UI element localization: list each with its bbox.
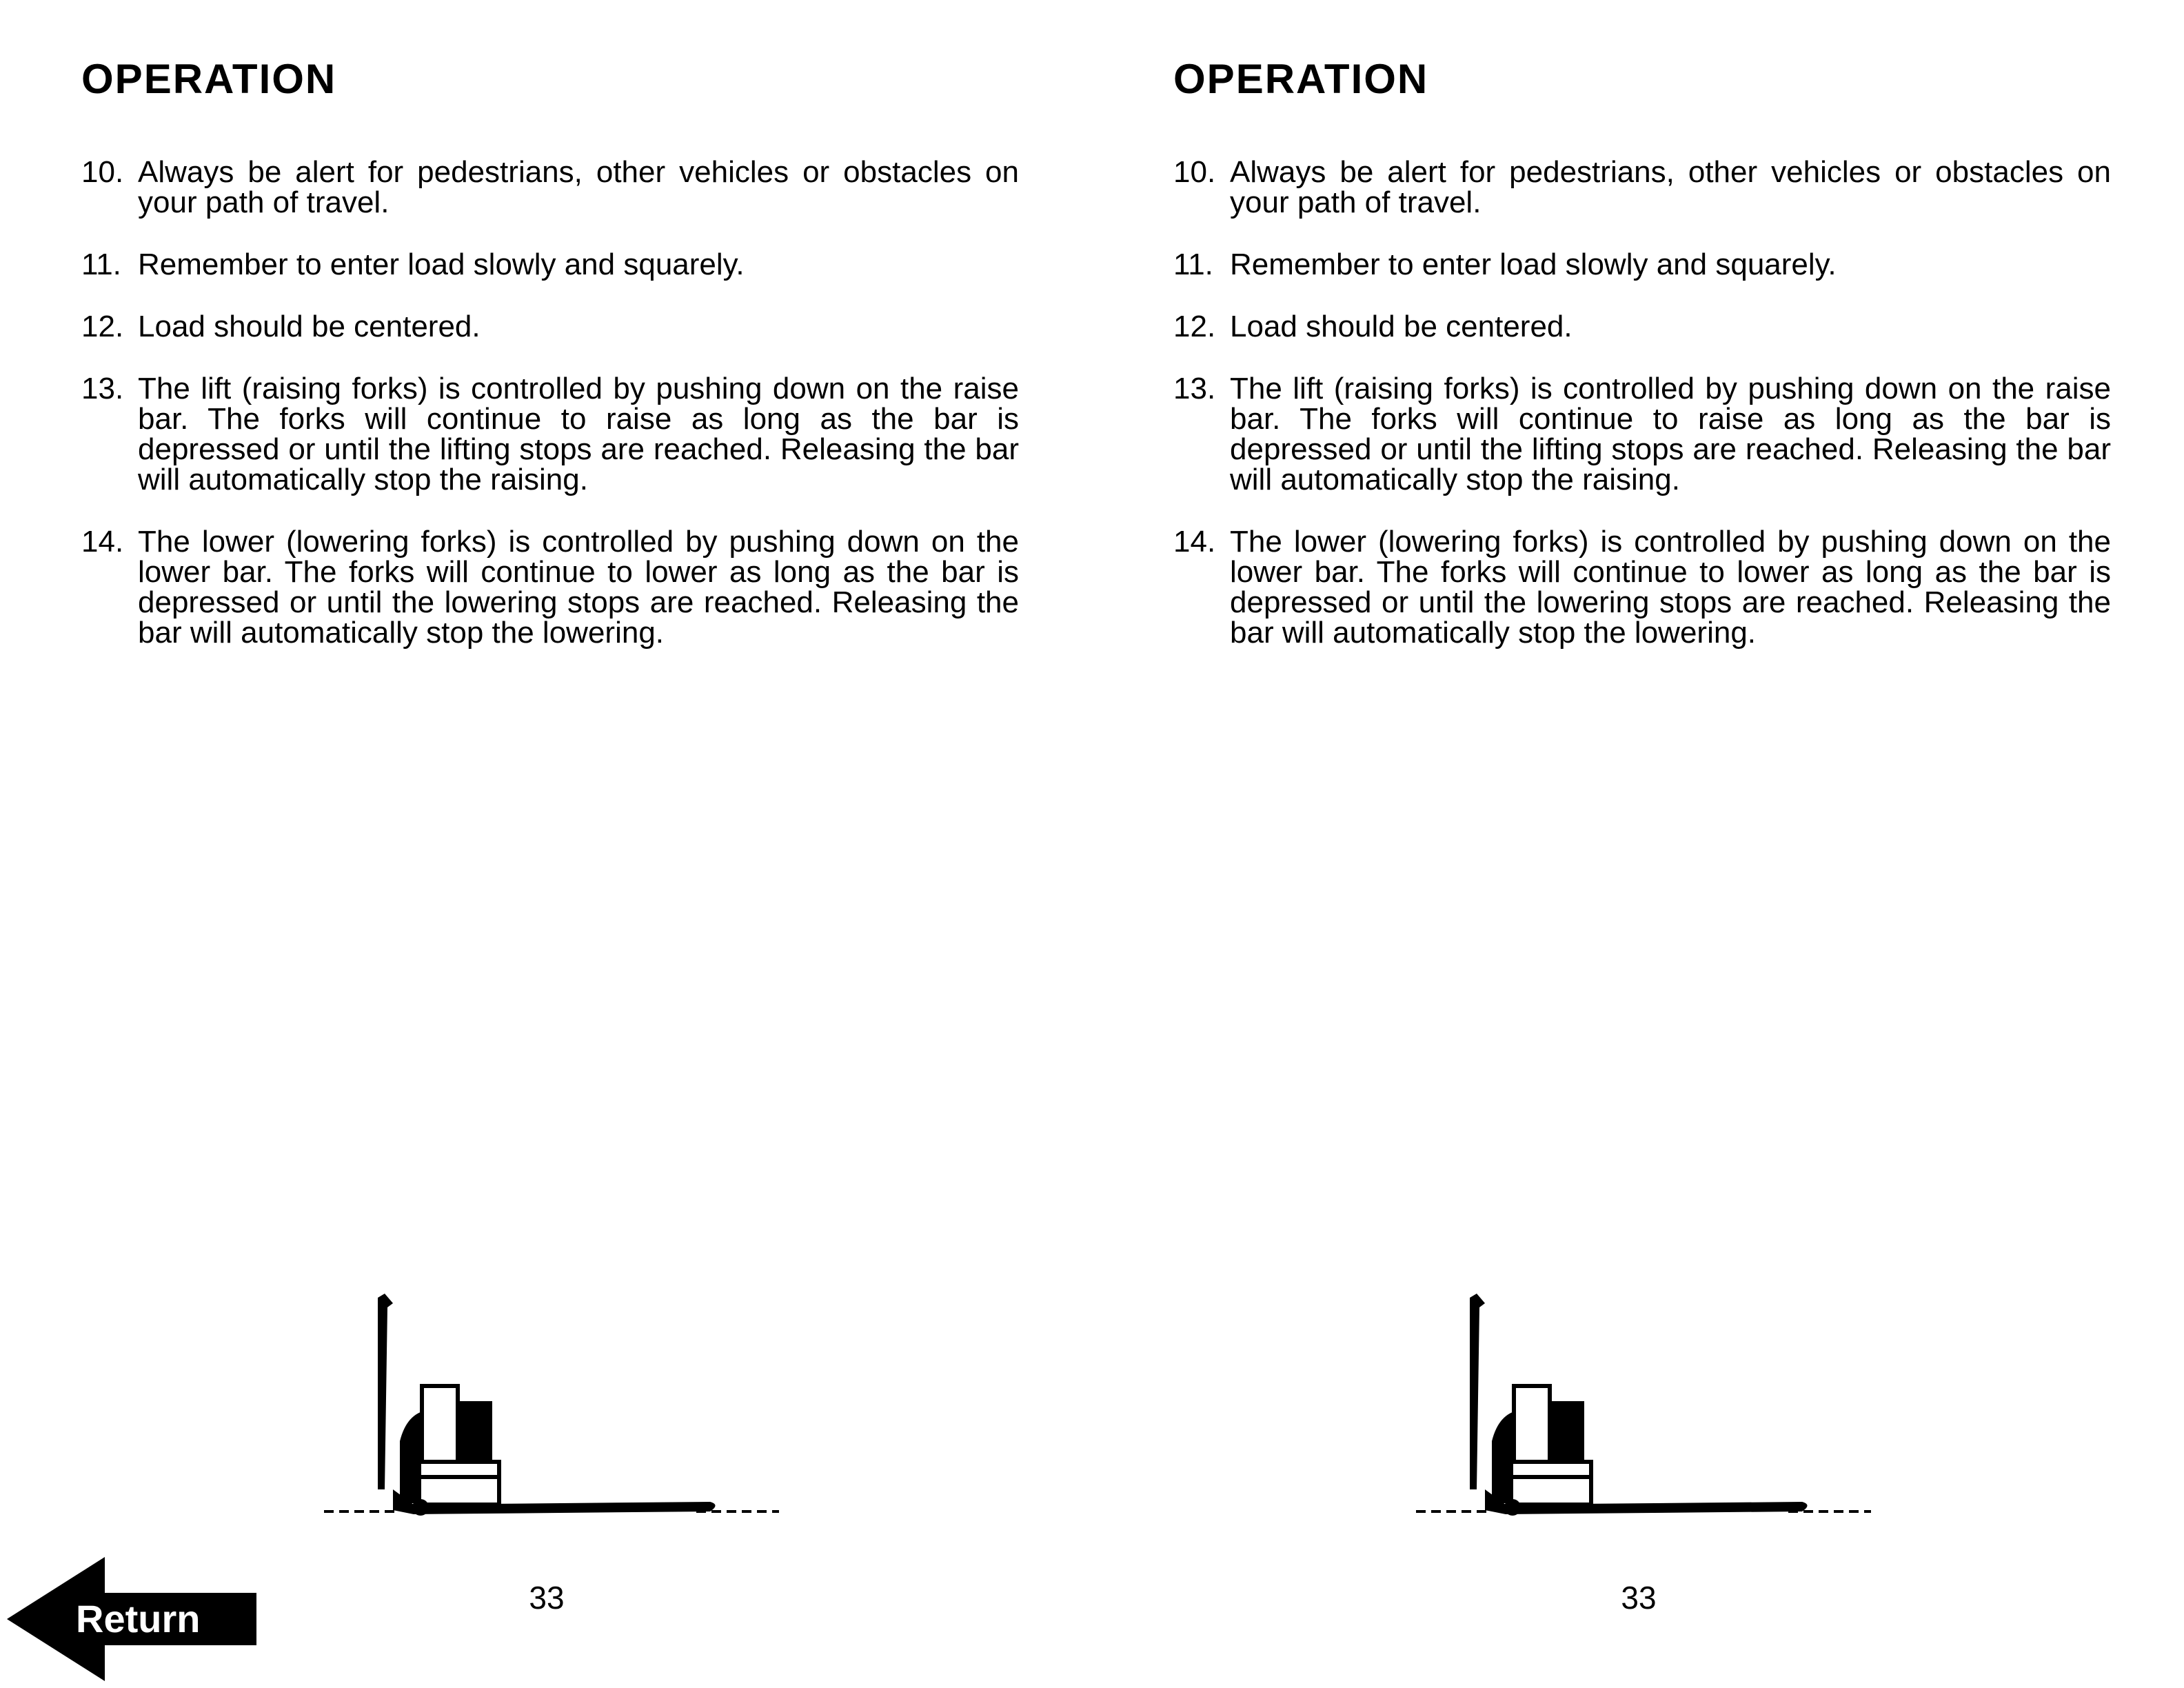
step-text: Remember to enter load slowly and squarely. <box>138 248 745 281</box>
step-number: 12. <box>81 310 124 343</box>
list-item <box>81 312 1019 342</box>
step-number: 10. <box>81 155 124 189</box>
page-heading: OPERATION <box>1173 56 1429 102</box>
page-number: 33 <box>529 1580 565 1616</box>
list-item <box>1173 157 2111 218</box>
step-text: The lower (lowering forks) is controlled by pushing down on the lower bar. The forks will continue to lower as long as the bar is depressed or until the lowering stops are reached. Releasing the bar will automatically stop the lowering. <box>138 525 1019 650</box>
page-heading: OPERATION <box>81 56 337 102</box>
step-text: Load should be centered. <box>1230 310 1573 343</box>
step-number: 11. <box>1173 248 1213 281</box>
right-page <box>1092 0 2184 1688</box>
return-label: Return <box>76 1597 201 1640</box>
step-number: 13. <box>1173 372 1216 405</box>
operation-steps-list <box>1173 157 2111 680</box>
step-number: 12. <box>1173 310 1216 343</box>
step-number: 14. <box>1173 525 1216 559</box>
step-number: 11. <box>81 248 121 281</box>
list-item <box>1173 250 2111 280</box>
step-text: Load should be centered. <box>138 310 481 343</box>
page-number: 33 <box>1621 1580 1657 1616</box>
list-item <box>81 527 1019 648</box>
step-text: Always be alert for pedestrians, other vehicles or obstacles on your path of travel. <box>1230 155 2111 219</box>
step-text: Remember to enter load slowly and squarely. <box>1230 248 1837 281</box>
list-item <box>1173 374 2111 495</box>
list-item <box>1173 527 2111 648</box>
return-button[interactable] <box>7 1557 256 1681</box>
step-number: 13. <box>81 372 124 405</box>
step-text: The lift (raising forks) is controlled by pushing down on the raise bar. The forks will continue to raise as long as the bar is depressed or until the lifting stops are reached. Releasing the bar will automatically stop the raising. <box>138 372 1019 496</box>
step-text: The lift (raising forks) is controlled by pushing down on the raise bar. The forks will continue to raise as long as the bar is depressed or until the lifting stops are reached. Releasing the bar will automatically stop the raising. <box>1230 372 2111 496</box>
list-item <box>1173 312 2111 342</box>
step-text: The lower (lowering forks) is controlled by pushing down on the lower bar. The forks will continue to lower as long as the bar is depressed or until the lowering stops are reached. Releasing the bar will automatically stop the lowering. <box>1230 525 2111 650</box>
step-number: 14. <box>81 525 124 559</box>
list-item <box>81 374 1019 495</box>
list-item <box>81 157 1019 218</box>
operation-steps-list <box>81 157 1019 680</box>
step-number: 10. <box>1173 155 1216 189</box>
pallet-truck-illustration <box>1416 1283 1871 1517</box>
list-item <box>81 250 1019 280</box>
pallet-truck-illustration <box>324 1283 779 1517</box>
step-text: Always be alert for pedestrians, other vehicles or obstacles on your path of travel. <box>138 155 1019 219</box>
